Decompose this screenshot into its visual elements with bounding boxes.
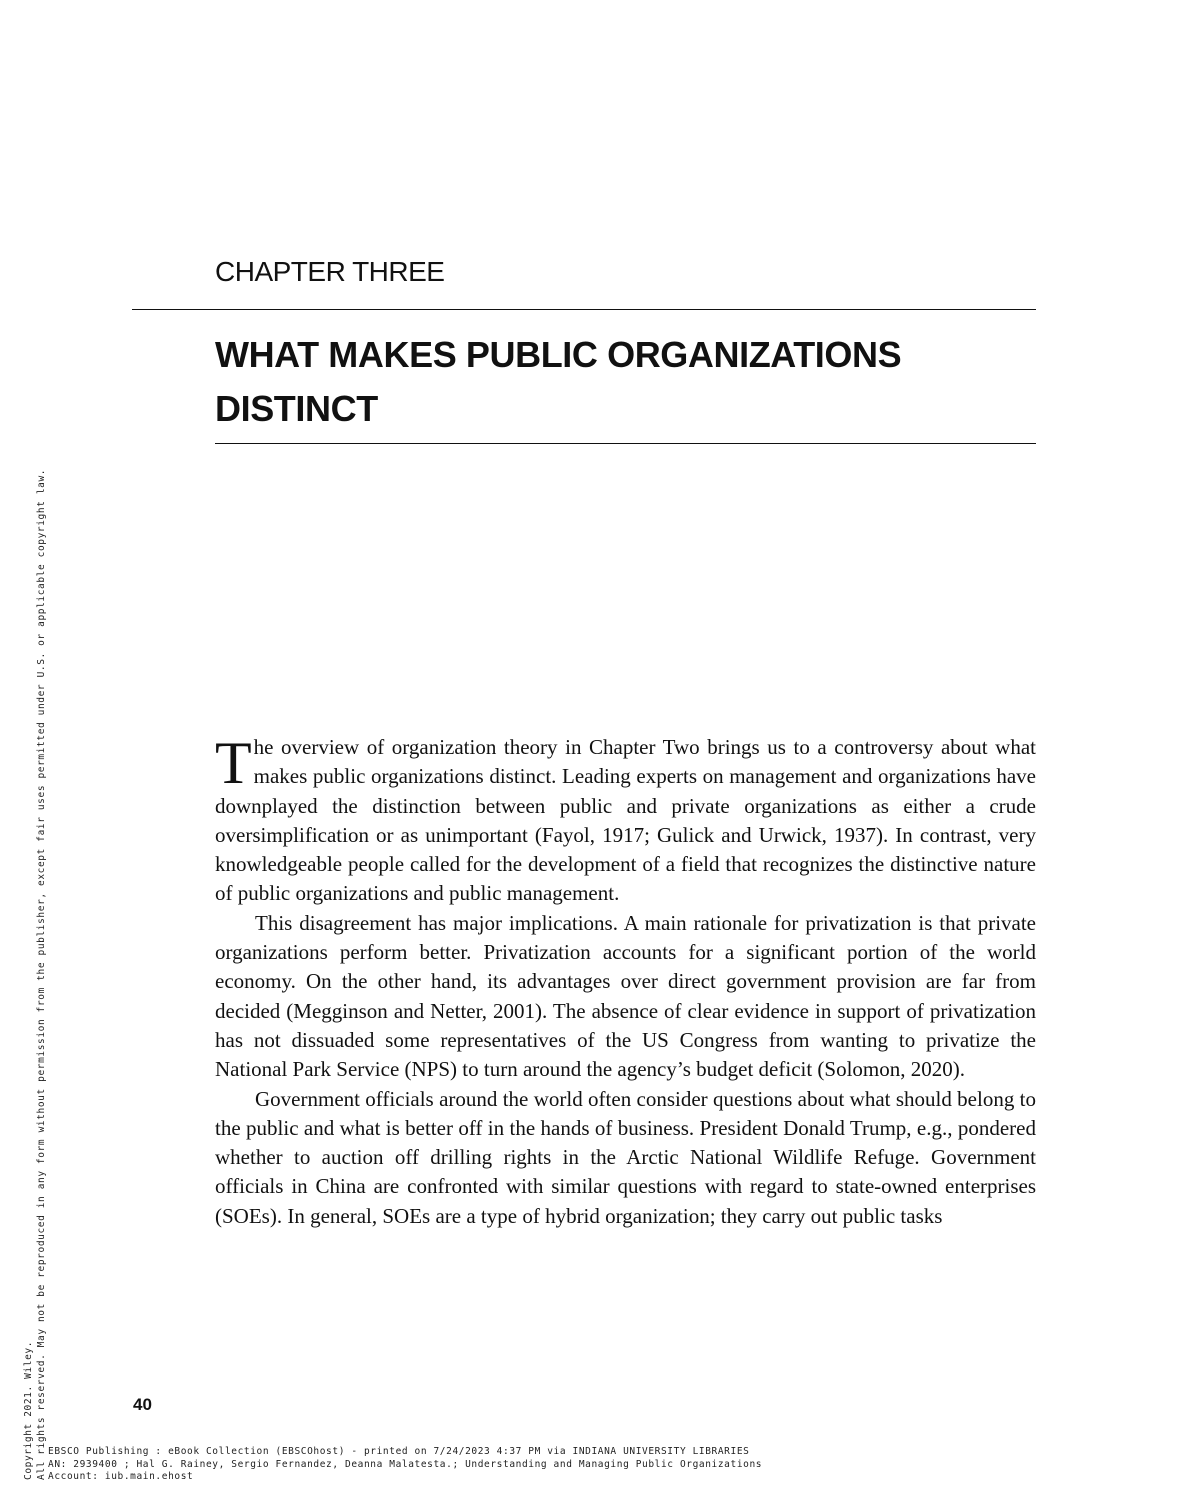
side-copyright-notice <box>22 469 48 1480</box>
footer-citation <box>48 1446 762 1484</box>
copyright-rights-line: All rights reserved. May not be reproduced in any form without permission from the publisher, except fair uses permitted under U.S. or applicable copyright law. <box>36 468 47 1480</box>
top-rule-divider <box>132 309 1036 310</box>
footer-line-3: Account: iub.main.ehost <box>48 1471 194 1482</box>
copyright-line: Copyright 2021. Wiley. <box>23 1340 34 1480</box>
page-number: 40 <box>133 1395 152 1414</box>
bottom-rule-divider <box>215 443 1036 444</box>
drop-cap: T <box>215 730 252 796</box>
chapter-label: CHAPTER THREE <box>215 256 445 287</box>
footer-line-2: AN: 2939400 ; Hal G. Rainey, Sergio Fernandez, Deanna Malatesta.; Understanding and Managing Public Organizations <box>48 1458 763 1470</box>
chapter-title: WHAT MAKES PUBLIC ORGANIZATIONS DISTINCT <box>215 334 902 429</box>
paragraph-3: Government officials around the world often consider questions about what should belong to the public and what is better off in the hands of business. President Donald Trump, e.g., pondered whether to auction off drilling rights in the Arctic National Wildlife Refuge. Government officials in China are confronted with similar questions with regard to state-owned enterprises (SOEs). In general, SOEs are a type of hybrid organization; they carry out public tasks <box>215 1086 1036 1228</box>
paragraph-1-text: he overview of organization theory in Chapter Two brings us to a controversy about what makes public organizations distinct. Leading experts on management and organizations have downplayed the distinction between public and private organizations as either a crude oversimplification or as unimportant (Fayol, 1917; Gulick and Urwick, 1937). In contrast, very knowledgeable people called for the development of a field that recognizes the distinctive nature of public organizations and public management. <box>215 735 1036 906</box>
paragraph-2: This disagreement has major implications. A main rationale for privatization is that private organizations perform better. Privatization accounts for a significant portion of the world economy. On the other hand, its advantages over direct government provision are far from decided (Megginson and Netter, 2001). The absence of clear evidence in support of privatization has not dissuaded some representatives of the US Congress from wanting to privatize the National Park Service (NPS) to turn around the agency’s budget deficit (Solomon, 2020). <box>215 910 1036 1082</box>
footer-line-1: EBSCO Publishing : eBook Collection (EBSCOhost) - printed on 7/24/2023 4:37 PM via INDIANA UNIVERSITY LIBRARIES <box>48 1446 750 1457</box>
paragraph-1 <box>215 730 1036 909</box>
body-text <box>215 730 1036 1231</box>
